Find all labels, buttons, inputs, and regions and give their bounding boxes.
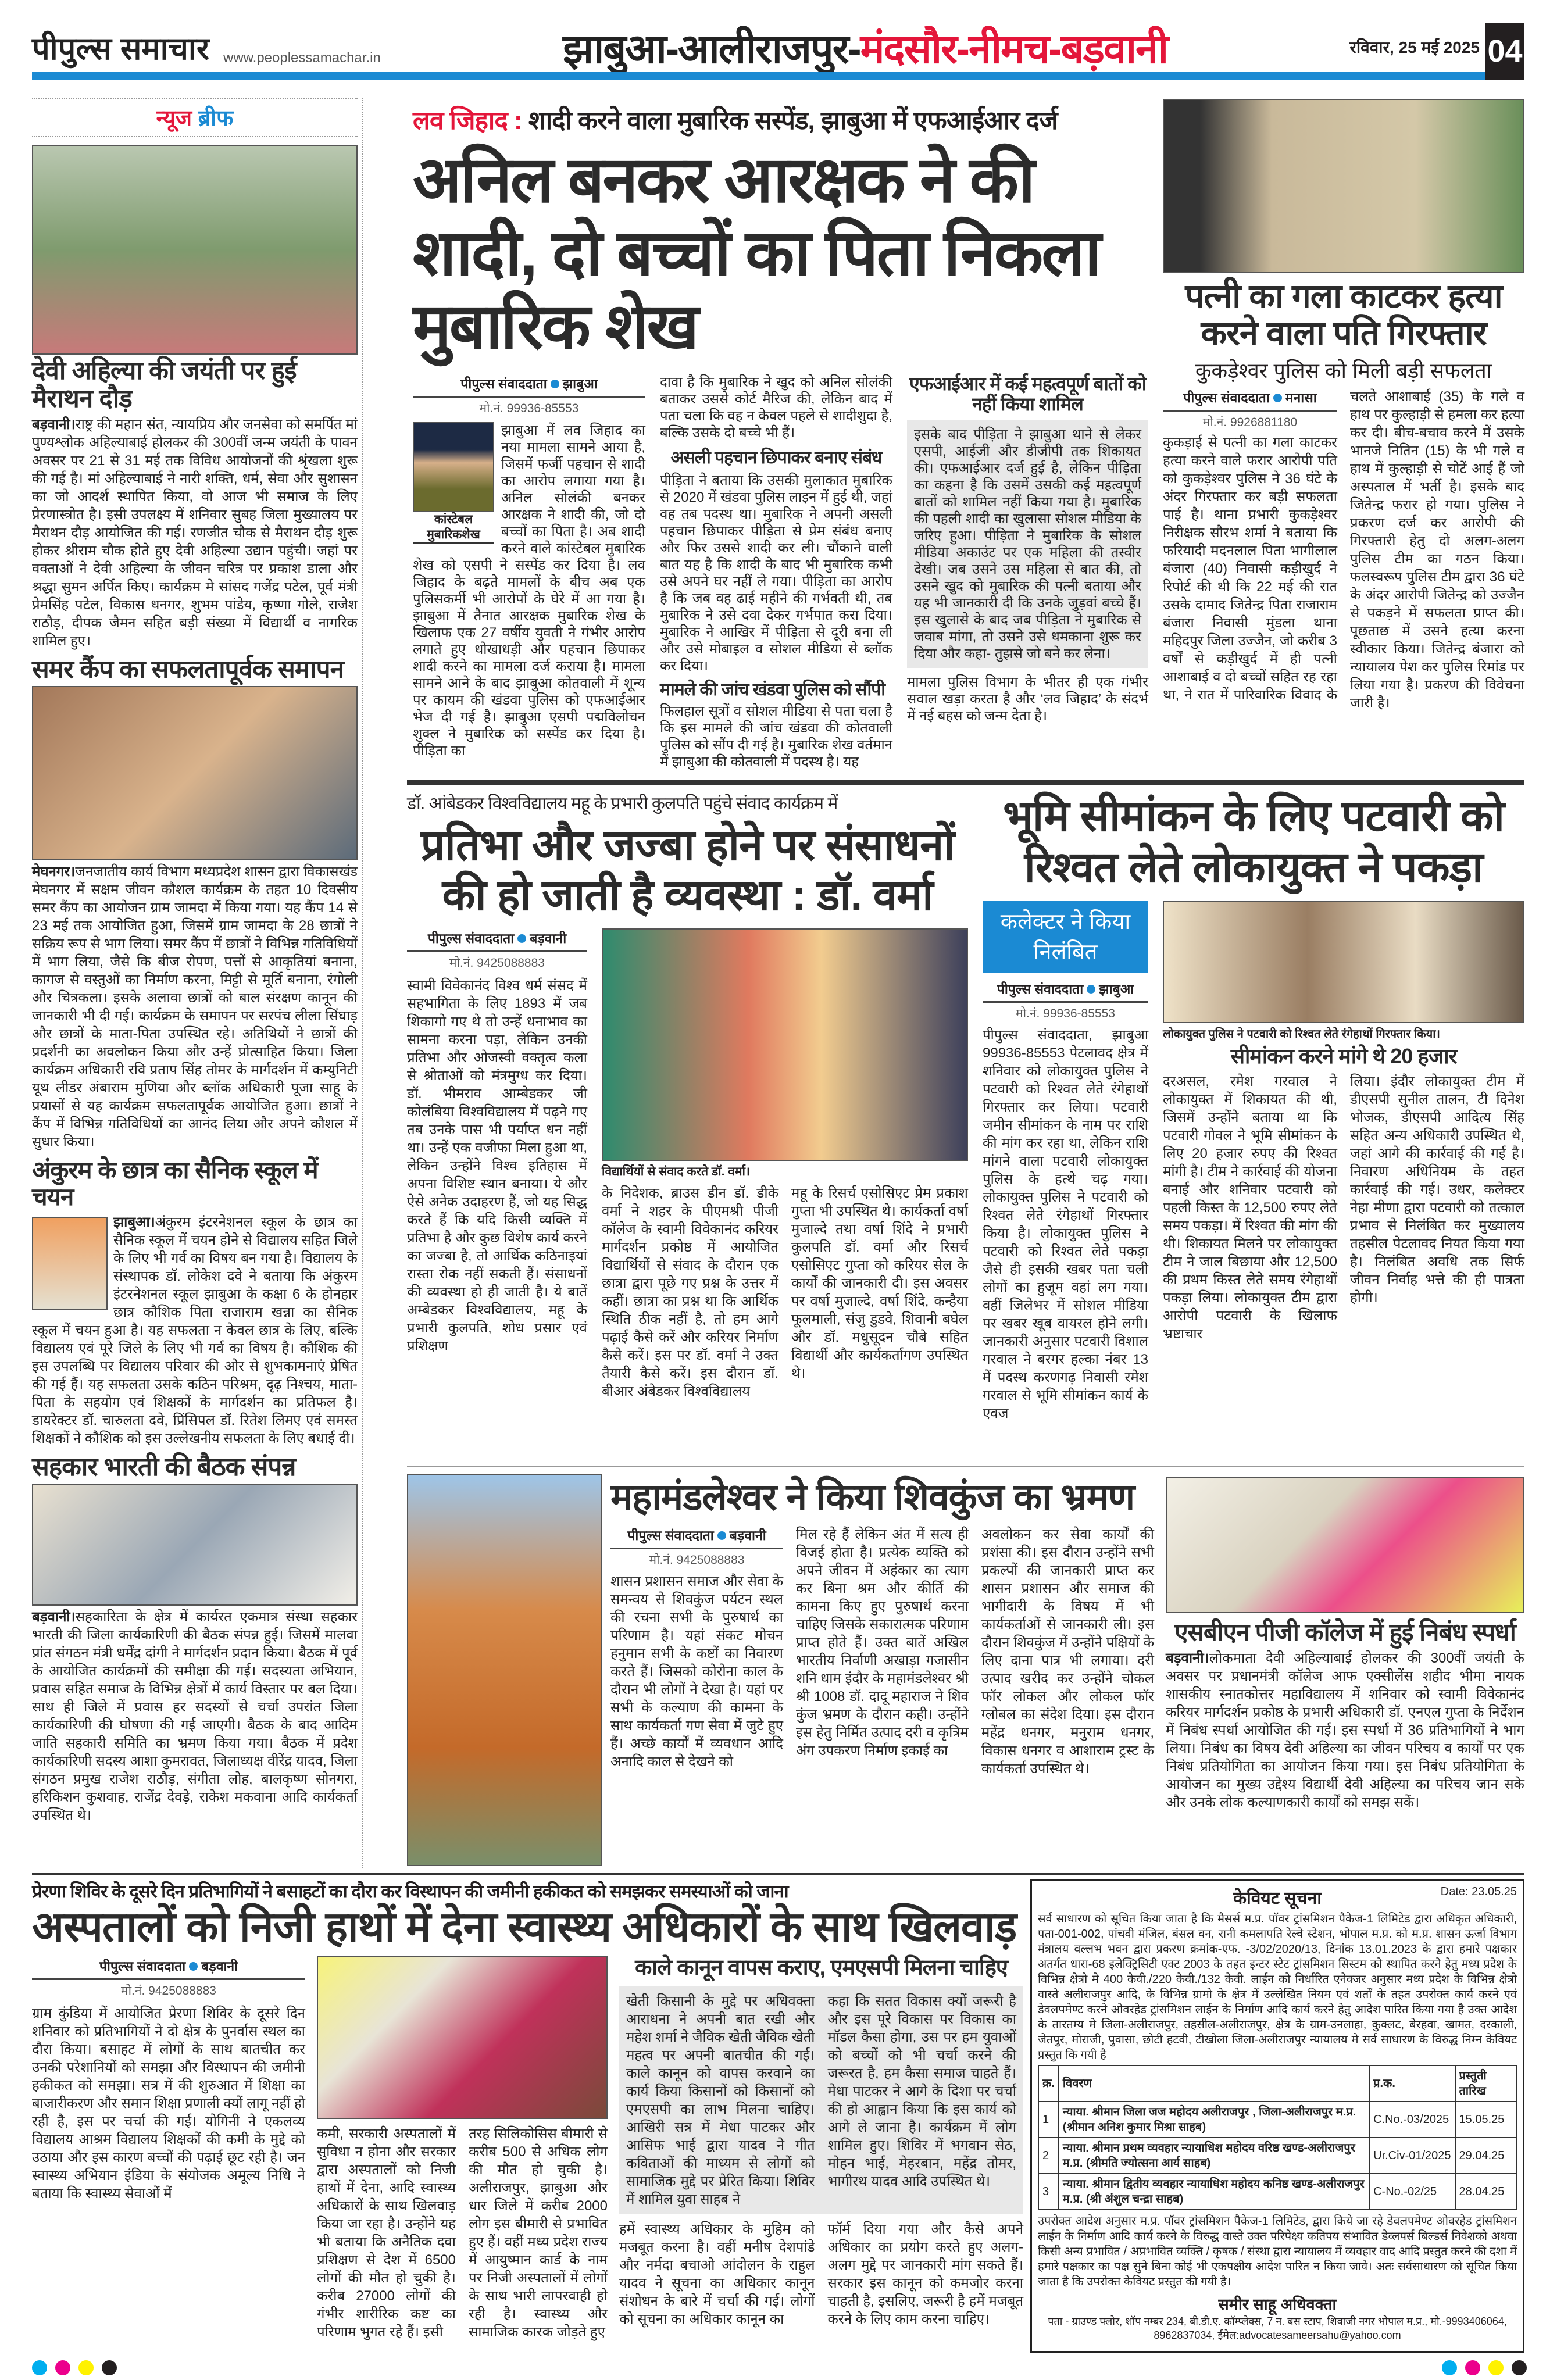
hospital-columns bbox=[32, 1956, 1023, 2341]
vc-photo-block bbox=[602, 928, 968, 1400]
murder-story bbox=[1163, 99, 1524, 776]
byline: पीपुल्स संवाददाता बड़वानी bbox=[407, 928, 587, 952]
bullet-icon bbox=[189, 1962, 198, 1971]
cyan-dot-icon bbox=[1442, 2360, 1457, 2375]
story-body: पीपुल्स संवाददाता, झाबुआ 99936-85553 पेटलावद क्षेत्र में शनिवार को लोकायुक्त पुलिस ने पटवारी को रिश्वत लेते रंगेहाथों गिरफ्तार कर लिया। पटवारी जमीन सीमांकन के नाम पर राशि की मांग कर रहा था, लेकिन राशि मांगने वाला पटवारी लोकायुक्त पुलिस के हत्थे चढ़ गया। लोकायुक्त पुलिस ने पटवारी को रिश्वत लेते रंगेहाथों गिरफ्तार किया है। लोकायुक्त पुलिस ने पटवारी को रिश्वत लेते पकड़ा जैसे ही इसकी खबर पता चली लोगों का हुजूम वहां लग गया। वहीं जिलेभर में सोशल मीडिया पर खबर खूब वायरल होने लगी। जानकारी अनुसार पटवारी विशाल गरवाल ने बरगर हल्का नंबर 13 में पदस्थ करणगढ़ निवासी रमेश गरवाल से भूमि सीमांकन कार्य के एवज bbox=[983, 1027, 1148, 1421]
subhead: एफआईआर में कई महत्वपूर्ण बातों को नहीं किया शामिल bbox=[909, 373, 1147, 415]
story-headline: देवी अहिल्या की जयंती पर हुई मैराथन दौड़ bbox=[32, 356, 297, 413]
caveat-table bbox=[1038, 2065, 1517, 2210]
advocate-address: पता - ग्राउण्ड फ्लोर, शॉप नम्बर 234, बी.डी.ए. कॉम्प्लेक्स, 7 न. बस स्टाप, शिवाजी नगर भोपाल म.प्र., मो.-9993406064, 8962837034, ईमेल:advocatesameersahu@yahoo.com bbox=[1048, 2315, 1507, 2341]
edition-title bbox=[395, 19, 1336, 75]
ankuram-story-body bbox=[32, 1213, 358, 1448]
camp-photo bbox=[317, 1956, 608, 2119]
lokayukta-photo bbox=[1163, 901, 1524, 1023]
byline: पीपुल्स संवाददाता बड़वानी bbox=[610, 1525, 783, 1549]
lead-body: झाबुआ में लव जिहाद का नया मामला सामने आया है, जिसमें फर्जी पहचान से शादी का आरोप लगाया गया है। अनिल सोलंकी बनकर आरक्षक ने शादी की, जो दो बच्चों का पिता है। अब शादी करने वाले कांस्टेबल मुबारिक शेख को एसपी ने सस्पेंड कर दिया है। लव जिहाद के बढ़ते मामलों के बीच अब एक पुलिसकर्मी भी आरोपों के घेरे में आ गया है। झाबुआ में तैनात आरक्षक मुबारिक शेख के खिलाफ एक 27 वर्षीय युवती ने गंभीर आरोप लगाते हुए धोखाधड़ी और पहचान छिपाकर शादी करने का मामला दर्ज कराया है। मामला सामने आने के बाद झाबुआ कोतवाली में शून्य पर कायम की खंडवा पुलिस को एफआईआर भेज दी गई है। झाबुआ एसपी पद्मविलोचन शुक्ल ने मुबारिक को सस्पेंड कर दिया है। पीड़िता का bbox=[413, 423, 645, 759]
shivkunj-story bbox=[610, 1477, 1154, 1867]
story-body: तरह सिलिकोसिस बीमारी से करीब 500 से अधिक लोग की मौत हो चुकी है। अलीराजपुर, झाबुआ और धार जिले में करीब 2000 लोग इस बीमारी से प्रभावित हुए हैं। वहीं मध्य प्रदेश राज्य में आयुष्मान कार्ड के नाम पर निजी अस्पतालों में लोगों के साथ भारी लापरवाही हो रही है। स्वास्थ्य और सामाजिक कारक जोड़ते हुए bbox=[469, 2126, 608, 2340]
cell: Ur.Civ-01/2025 bbox=[1369, 2138, 1455, 2174]
patwari-story bbox=[983, 791, 1524, 1459]
section-divider bbox=[32, 1873, 1524, 1875]
constable-photo-block bbox=[413, 422, 494, 544]
story-body: शासन प्रशासन समाज और सेवा के समन्वय से शिवकुंज पर्यटन स्थल की रचना सभी के पुरुषार्थ का परिणाम है। यहां संकट मोचन हनुमान सभी के कष्टों का निवारण करते हैं। जिसको कोरोना काल के दौरान भी लोगों ने देखा है। यहां पर सभी के कल्याण की कामना के साथ कार्यकर्ता गण सेवा में जुटे हुए हैं। अच्छे कार्यों में व्यवधान आदि अनादि काल से देखने को bbox=[610, 1574, 783, 1770]
magenta-dot-icon bbox=[1465, 2360, 1480, 2375]
col-header: प्रस्तुती तारिख bbox=[1455, 2065, 1516, 2102]
story-body: झाबुआ।अंकुरम इंटरनेशनल स्कूल के छात्र का सैनिक स्कूल में चयन होने से विद्यालय सहित जिले के लिए भी गर्व का विषय बन गया है। विद्यालय के संस्थापक डॉ. लोकेश दवे ने बताया कि अंकुरम इंटरनेशनल स्कूल झाबुआ के कक्षा 6 के होनहार छात्र कौशिक पिता राजाराम खन्ना का सैनिक स्कूल में चयन हुआ है। यह सफलता न केवल छात्र के लिए, बल्कि विद्यालय एवं पूरे जिले के लिए भी गर्व का विषय है। कौशिक की इस उपलब्धि पर विद्यालय परिवार की ओर से शुभकामनाएं प्रेषित की गई हैं। यह सफलता उसके कठिन परिश्रम, दृढ़ निश्चय, माता-पिता के सहयोग एवं शिक्षकों के मार्गदर्शन का प्रतिफल है। डायरेक्टर डॉ. चारुलता दवे, प्रिंसिपल डॉ. रितेश लिमए एवं समस्त शिक्षकों ने कौशिक को इस उल्लेखनीय सफलता के लिए बधाई दी। bbox=[32, 1214, 358, 1446]
story-body: फॉर्म दिया गया और कैसे अपने अधिकार का प्रयोग करते हुए अलग-अलग मुद्दे पर जानकारी मांग सकते हैं। सरकार इस कानून को कमजोर करना चाहती है, इसलिए, जरूरी है हमें मजबूत करने के लिए काम करना चाहिए। bbox=[827, 2221, 1023, 2327]
lead-body: पीड़िता ने बताया कि उसकी मुलाकात मुबारिक से 2020 में खंडवा पुलिस लाइन में हुई थी, जहां वह तब पदस्थ था। मुबारिक ने अपनी असली पहचान छिपाकर पीड़िता से प्रेम संबंध बनाए और फिर उससे शादी कर ली। चौंकाने वाली बात यह है कि शादी के बाद भी मुबारिक कभी उसे अपने घर नहीं ले गया। पीड़िता का आरोप है कि जब वह ढाई महीने की गर्भवती थी, तब मुबारिक ने उसे दवा देकर गर्भपात करा दिया। मुबारिक ने आखिर में पीड़िता से दूरी बना ली और उसे मोबाइल व सोशल मीडिया से ब्लॉक कर दिया। bbox=[660, 473, 892, 674]
cyan-dot-icon bbox=[32, 2360, 47, 2375]
byline: पीपुल्स संवाददाता बड़वानी bbox=[32, 1956, 305, 1980]
caveat-outro: उपरोक्त आदेश अनुसार म.प्र. पॉवर ट्रांसमिशन पैकेज-1 लिमिटेड, द्वारा किये जा रहे डेवलपमेण्ट ओवरहेड ट्रांसमिशन लाईन के निर्माण आदि कार्य करने के विरुद्ध वास्ते उक्त परिपेक्ष्य कतिपय संभावित डेव्लपर्स बिल्डर्स निवेशको अथवा किसी अन्य प्रभावित / अप्रभावित व्यक्ति / कृषक / संस्था द्वारा न्यायालय में व्यवहार वाद आदि प्रस्तुत करने की दशा में हमारे पक्षकार का पक्ष सुने बिना कोई भी एकपक्षीय आदेश पारित न किया जावे। अतः सर्वसाधारण को सूचित किया जाता है कि उपरोक्त केवियट प्रस्तुत की गयी है। bbox=[1038, 2215, 1517, 2288]
cell: न्याया. श्रीमान जिला जज महोदय अलीराजपुर , जिला-अलीराजपुर म.प्र. (श्रीमान अनिश कुमार मिश्रा साहब) bbox=[1059, 2102, 1369, 2138]
masthead-blue-bar bbox=[32, 72, 1485, 80]
kicker-text: शादी करने वाला मुबारिक सस्पेंड, झाबुआ में एफआईआर दर्ज bbox=[528, 106, 1058, 135]
col-header: क्र. bbox=[1038, 2065, 1059, 2102]
story-headline: अंकुरम के छात्र का सैनिक स्कूल में चयन bbox=[32, 1156, 318, 1211]
story-subhead: कुकड़ेश्वर पुलिस को मिली बड़ी सफलता bbox=[1195, 358, 1492, 383]
logo: पीपुल्स समाचार bbox=[32, 31, 209, 66]
reporter-mobile: मो.नं. 99936-85553 bbox=[479, 402, 579, 415]
student-photo bbox=[32, 1217, 108, 1310]
story-body: अवलोकन कर सेवा कार्यों की प्रशंसा की। इस दौरान उन्होंने सभी प्रकल्पों की जानकारी प्राप्त कर शासन प्रशासन और समाज की भागीदारी के विषय में भी कार्यकर्ताओं से जानकारी ली। इस दौरान शिवकुंज में उन्होंने पक्षियों के लिए दाना पात्र भी लगाया। दरी उत्पाद खरीद कर उन्होंने चोकल फॉर लोकल और लोकल फॉर ग्लोबल का संदेश दिया। इस दौरान महेंद्र धनगर, मनुराम धनगर, विकास धनगर व आशाराम ट्रस्ट के कार्यकर्ता उपस्थित थे। bbox=[981, 1527, 1154, 1777]
masthead bbox=[32, 23, 1524, 81]
vc-columns bbox=[407, 928, 968, 1400]
story-body: बड़वानी।राष्ट्र की महान संत, न्यायप्रिय और जनसेवा को समर्पित मां पुण्यश्लोक अहिल्याबाई होलकर की 300वीं जन्म जयंती के पावन अवसर पर 21 से 31 मई तक विविध आयोजनों की श्रृंखला शुरू की गई है। मां अहिल्याबाई ने नारी शक्ति, धर्म, सेवा और सुशासन का जो आदर्श स्थापित किया, वो आज भी समाज के लिए प्रेरणास्त्रोत है। इसी उपलक्ष्य में शनिवार सुबह जिला मुख्यालय पर मैराथन दौड़ आयोजित की गई। रणजीत चौक से मैराथन दौड़ शुरू होकर श्रीराम चौक होते हुए देवी अहिल्या उद्यान पहुंची। जहां पर वक्ताओं ने देवी अहिल्या के जीवन चरित्र पर प्रकाश डाला और श्रद्धा सुमन अर्पित किए। कार्यक्रम मे सांसद गजेंद्र पटेल, पूर्व मंत्री प्रेमसिंह पटेल, विकास धनगर, शुभम पांडेय, कृष्णा गोले, राजेश राठौड़, दीपक जैमन सहित बड़ी संख्या में विद्यार्थी व नागरिक शामिल हुए। bbox=[32, 416, 358, 649]
bullet-icon bbox=[717, 1531, 726, 1540]
hospital-right bbox=[619, 1956, 1023, 2328]
story-headline: महामंडलेश्वर ने किया शिवकुंज का भ्रमण bbox=[610, 1476, 1135, 1518]
patwari-columns bbox=[983, 901, 1524, 1423]
bullet-icon bbox=[551, 380, 559, 388]
highlight-box bbox=[907, 420, 1148, 668]
byline: पीपुल्स संवाददाता मनासा bbox=[1163, 388, 1337, 412]
story-kicker: डॉ. आंबेडकर विश्वविद्यालय महू के प्रभारी कुलपति पहुंचे संवाद कार्यक्रम में bbox=[407, 794, 838, 813]
patwari-photo-block bbox=[1163, 901, 1524, 1343]
photo-caption: कांस्टेबल मुबारिकशेख bbox=[413, 512, 494, 544]
story-headline: प्रतिभा और जज्बा होने पर संसाधनों की हो जाती है व्यवस्था : डॉ. वर्मा bbox=[420, 821, 955, 919]
hanuman-idol-photo bbox=[407, 1474, 602, 1866]
caveat-notice bbox=[1030, 1879, 1524, 2353]
caveat-date: Date: 23.05.25 bbox=[1440, 1885, 1517, 1898]
cell: 15.05.25 bbox=[1455, 2102, 1516, 2138]
vc-story bbox=[407, 791, 968, 1459]
col-header: विवरण bbox=[1059, 2065, 1369, 2102]
story-body: कहा कि सतत विकास क्यों जरूरी है और इस पूरे विकास पर विकास का मॉडल कैसा होगा, उस पर हम युवाओं को बच्चों को भी चर्चा करने की जरूरत है, हम कैसा समाज चाहते हैं। मेधा पाटकर ने आगे के दिशा पर चर्चा की हो आह्वान किया कि इस कार्य को आगे ले जाना है। कार्यक्रम में लोग शामिल हुए। शिविर में भगवान सेठ, मोहन भाई, मेहरबान, महेंद्र तोमर, भागीरथ यादव आदि उपस्थित थे। bbox=[827, 1993, 1016, 2189]
lead-body: दावा है कि मुबारिक ने खुद को अनिल सोलंकी बताकर उससे कोर्ट मैरिज की, लेकिन बाद में पता चला कि वह न केवल पहले से शादीशुदा है, बल्कि उसके दो बच्चे भी हैं। bbox=[660, 374, 892, 441]
table-row bbox=[1038, 2102, 1516, 2138]
vc-photo bbox=[602, 928, 968, 1161]
cell: न्याया. श्रीमान द्वितीय व्यवहार न्यायाधिश महोदय कनिष्ठ खण्ड-अलीराजपुर म.प्र. (श्री अंशुल चन्द्रा साहब) bbox=[1059, 2174, 1369, 2210]
news-brief-column bbox=[32, 98, 363, 1868]
lead-body: इसके बाद पीड़िता ने झाबुआ थाने से लेकर एसपी, आईजी और डीजीपी तक शिकायत की। एफआईआर दर्ज हुई है, लेकिन पीड़िता का कहना है कि उसमें उसकी कई महत्वपूर्ण बातों को शामिल नहीं किया गया है। मुबारिक की पहली शादी का खुलासा सोशल मीडिया के जरिए हुआ। पीड़िता ने मुबारिक के सोशल मीडिया अकाउंट पर एक महिला की तस्वीर देखी। जब उसने उस महिला से बात की, तो उसने खुद को मुबारिक की पत्नी बताया और यह भी जानकारी दी कि उनके जुड़वां बच्चे हैं। इस खुलासे के बाद जब पीड़िता ने मुबारिक से जवाब मांगा, तो उसने उसे धमकाना शुरू कर दिया और कहा- तुझसे जो बने कर लेना। bbox=[914, 427, 1141, 662]
byline: पीपुल्स संवाददाता झाबुआ bbox=[413, 374, 645, 398]
story-body: बड़वानी।लोकमाता देवी अहिल्याबाई होलकर की 300वीं जयंती के अवसर पर प्रधानमंत्री कॉलेज आफ एक्सीलेंस शहीद भीमा नायक शासकीय स्नातकोत्तर महाविद्यालय में शनिवार को स्वामी विवेकानंद करियर मार्गदर्शन प्रकोष्ठ के प्रभारी अधिकारी डॉ. एनएल गुप्ता के निर्देशन में निबंध स्पर्धा आयोजित की गई। इस स्पर्धा में 36 प्रतिभागियों ने भाग लिया। निबंध का विषय देवी अहिल्या का जीवन परिचय व कार्यों पर एक निबंध प्रतियोगिता का आयोजन किया गया। इस निबंध प्रतियोगिता के आयोजन का मुख्य उद्देश्य विद्यार्थी देवी अहिल्या का परिचय जान सके और उनके लोक कल्याणकारी कार्यों को समझ सकें। bbox=[1166, 1650, 1524, 1811]
hospital-story bbox=[32, 1879, 1023, 2353]
cell: 3 bbox=[1038, 2174, 1059, 2210]
cell: C.No.-03/2025 bbox=[1369, 2102, 1455, 2138]
hospital-col-1 bbox=[32, 1956, 305, 2203]
story-columns bbox=[1163, 388, 1524, 712]
caveat-title: केवियट सूचना bbox=[1233, 1889, 1322, 1908]
black-dot-icon bbox=[1512, 2360, 1527, 2375]
classroom-photo bbox=[1166, 1477, 1524, 1613]
summer-camp-photo bbox=[32, 686, 358, 860]
lead-col-2 bbox=[660, 374, 892, 770]
story-body: के निदेशक, ब्राउस डीन डॉ. डीके वर्मा ने शहर के पीएमश्री पीजी कॉलेज के स्वामी विवेकानंद करियर मार्गदर्शन प्रकोष्ठ में आयोजित विद्यार्थियों से संवाद के दौरान एक छात्रा द्वारा पूछे गए प्रश्न के उत्तर में कहीं। छात्रा का प्रश्न था कि आर्थिक स्थिति ठीक नहीं है, तो हम आगे पढ़ाई कैसे करें और करियर निर्माण कैसे करें। इस पर डॉ. वर्मा ने उक्त तैयारी कैसे करें। इस दौरान डॉ. बीआर अंबेडकर विश्वविद्यालय bbox=[602, 1185, 779, 1399]
story-body: खेती किसानी के मुद्दे पर अधिवक्ता आराधना ने अपनी बात रखी और महेश शर्मा ने जैविक खेती जैविक खेती महत्व पर अपनी बातचीत की गई। काले कानून को वापस करवाने का कार्य किया किसानों को किसानों को एमएसपी का लाभ मिलना चाहिए। आखिरी सत्र में मेधा पाटकर और आसिफ भाई द्वारा यादव ने गीत कविताओं की माध्यम से लोगों को सामाजिक मुद्दे पर प्रेरित किया। शिविर में शामिल युवा साहब ने bbox=[626, 1993, 815, 2207]
vc-col-1 bbox=[407, 928, 587, 1355]
byline: पीपुल्स संवाददाता झाबुआ bbox=[983, 979, 1148, 1003]
story-headline: पत्नी का गला काटकर हत्या करने वाला पति गिरफ्तार bbox=[1185, 277, 1502, 352]
col-header: प्र.क. bbox=[1369, 2065, 1455, 2102]
kicker-red: लव जिहाद : bbox=[413, 106, 522, 135]
bullet-icon bbox=[1273, 394, 1282, 402]
story-headline: एसबीएन पीजी कॉलेज में हुई निबंध स्पर्धा bbox=[1174, 1618, 1516, 1646]
table-row bbox=[1038, 2138, 1516, 2174]
cell: 1 bbox=[1038, 2102, 1059, 2138]
section-divider bbox=[407, 1466, 1524, 1467]
lead-columns bbox=[413, 374, 1148, 770]
reporter-mobile: मो.नं. 9425088883 bbox=[649, 1553, 745, 1567]
table-row bbox=[1038, 2174, 1516, 2210]
photo-caption: लोकायुक्त पुलिस ने पटवारी को रिश्वत लेते रंगेहाथों गिरफ्तार किया। bbox=[1163, 1028, 1440, 1041]
story-body: बड़वानी।सहकारिता के क्षेत्र में कार्यरत एकमात्र संस्था सहकार भारती की जिला कार्यकारिणी की बैठक संपन्न हुई। जिसमें मालवा प्रांत संगठन मंत्री धर्मेंद्र दांगी ने मार्गदर्शन प्रदान किया। बैठक में पूर्व के आयोजित कार्यक्रमों की समीक्षा की गई। सदस्यता अभियान, प्रवास सहित समाज के विभिन्न क्षेत्रों में कार्य विस्तार पर बल दिया। साथ ही जिले में प्रवास हर सदस्यों से चर्चा उपरांत जिला कार्यकारिणी की घोषणा की गई जाएगी। बैठक के बाद आदिम जाति सहकारी समिति का भ्रमण किया गया। बैठक में प्रदेश कार्यकारिणी सदस्य आशा कुमरावत, जिलाध्यक्ष वीरेंद्र यादव, जिला संगठन प्रमुख राजेश राठौड़, संगीता लोह, बालकृष्ण सोनगरा, हरिकिशन कुशवाह, राजेंद्र देवड़े, राकेश मकवाना आदि कार्यकर्ता उपस्थित थे। bbox=[32, 1609, 358, 1823]
story-headline: अस्पतालों को निजी हाथों में देना स्वास्थ्य अधिकारों के साथ खिलवाड़ bbox=[32, 1904, 1017, 1950]
story-body: दरअसल, रमेश गरवाल ने लोकायुक्त में शिकायत की थी, जिसमें उन्होंने बताया था कि पटवारी गोवल ने भूमि सीमांकन के लिए 20 हजार रुपए की रिश्वत मांगी है। टीम ने कार्रवाई की योजना बनाई और शनिवार पटवारी को पहली किस्त के 12,500 रुपए लेते समय पकड़ा। में रिश्वत की मांग की थी। शिकायत मिलने पर लोकायुक्त टीम ने जाल बिछाया और 12,500 की प्रथम किस्त लेते समय रंगेहाथों पकड़ा लिया। लोकायुक्त टीम द्वारा आरोपी पटवारी के खिलाफ भ्रष्टाचार bbox=[1163, 1073, 1337, 1342]
story-headline: समर कैंप का सफलतापूर्वक समापन bbox=[32, 655, 344, 684]
brief-label-blue: ब्रीफ bbox=[198, 106, 234, 131]
cell: C-No.-02/25 bbox=[1369, 2174, 1455, 2210]
story-body: कुकड़ाई से पत्नी का गला काटकर हत्या करने वाले फरार आरोपी पति को कुकड़ेश्वर पुलिस ने 36 घंटे के अंदर गिरफ्तार कर बड़ी सफलता पाई है। थाना प्रभारी कुकड़ेश्वर निरीक्षक सौरभ शर्मा ने बताया कि फरियादी मदनलाल पिता भागीलाल बंजारा (40) निवासी कड़ीखुर्द ने रिपोर्ट की थी कि 22 मई की रात उसके दामाद जितेन्द्र पिता राजाराम बंजारा निवासी मुंडला थाना महिदपुर जिला उज्जैन, जो करीब 3 वर्षों से कड़ीखुर्द में ही पत्नी आशाबाई व दो बच्चों सहित रह रहा था, ने रात में पारिवारिक विवाद के चलते आशाबाई (35) के गले व हाथ पर कुल्हाड़ी से हमला कर हत्या कर दी। बीच-बचाव करने में उसके भानजे नितिन (15) के भी गले व हाथ में कुल्हाड़ी से चोटें आई हैं जो अस्पताल में भर्ती है। इसके बाद जितेन्द्र फरार हो गया। पुलिस ने प्रकरण दर्ज कर आरोपी की गिरफ्तारी हेतु दो अलग-अलग पुलिस टीम का गठन किया। फलस्वरूप पुलिस टीम द्वारा 36 घंटे के अंदर आरोपी जितेन्द्र को उज्जैन से पकड़ने में सफलता प्राप्त की। पूछताछ में उसने हत्या करना स्वीकार किया। जितेन्द्र बंजारा को न्यायालय पेश कर पुलिस रिमांड पर लिया गया है। प्रकरण की विवेचना जारी है। bbox=[1163, 388, 1524, 711]
lead-kicker bbox=[413, 102, 1148, 137]
lead-body: मामला पुलिस विभाग के भीतर ही एक गंभीर सवाल खड़ा करता है और ‘लव जिहाद’ के संदर्भ में नई बहस को जन्म देता है। bbox=[907, 674, 1148, 724]
cell: 28.04.25 bbox=[1455, 2174, 1516, 2210]
story-body: मिल रहे हैं लेकिन अंत में सत्य ही विजई होता है। प्रत्येक व्यक्ति को अपने जीवन में अहंकार का त्याग कर बिना श्रम और कीर्ति की कामना किए हुए पुरुषार्थ करना चाहिए जिसके सकारात्मक परिणाम प्राप्त होते हैं। उक्त बातें अखिल भारतीय निर्वाणी अखाड़ा गजासीन शनि धाम इंदौर के महामंडलेश्वर श्री श्री 1008 डॉ. दादू महाराज ने शिव कुंज भ्रमण के दौरान कही। उन्होंने इस हेतु निर्मित उत्पाद दरी व कृत्रिम अंग उपकरण निर्माण इकाई का bbox=[796, 1527, 969, 1759]
registration-marks-right bbox=[1442, 2360, 1527, 2375]
story-body: मेघनगर।जनजातीय कार्य विभाग मध्यप्रदेश शासन द्वारा विकासखंड मेघनगर में सक्षम जीवन कौशल कार्यक्रम के तहत 10 दिवसीय समर कैंप का आयोजन ग्राम जामदा में किया गया। यह कैंप 14 से 23 मई तक आयोजित हुआ, जिसमें ग्राम जामदा के 28 छात्रों ने सक्रिय रूप से भाग लिया। समर कैंप में छात्रों ने विभिन्न गतिविधियों में भाग लिया, जैसे कि बीज रोपण, पत्तों से आकृतियां बनाना, कागज से वस्तुओं का निर्माण करना, मिट्टी से मूर्ति बनाना, रंगोली और चित्रकला। इसके अलावा छात्रों को बाल संरक्षण कानून की जानकारी भी दी गई। कार्यक्रम के समापन पर सरपंच लीला सिंघाड़ और छात्रों के माता-पिता उपस्थित रहे। अतिथियों ने छात्रों की प्रदर्शनी का अवलोकन किया और उन्हें प्रोत्साहित किया। जिला कार्यक्रम अधिकारी रवि प्रताप सिंह तोमर के मार्गदर्शन में कम्युनिटी यूथ लीडर अंबाराम मुणिया और ब्लॉक अधिकारी पूजा साहू के प्रयासों से यह कार्यक्रम सफलतापूर्वक आयोजित हुआ। छात्रों ने कैंप में विभिन्न गतिविधियों का आनंद लिया और अपने कौशल में सुधार किया। bbox=[32, 864, 358, 1150]
lead-body: फिलहाल सूत्रों व सोशल मीडिया से पता चला है कि इस मामले की जांच खंडवा की कोतवाली पुलिस को सौंप दी गई है। मुबारिक शेख वर्तमान में झाबुआ की कोतवाली में पदस्थ है। यह bbox=[660, 703, 892, 770]
advocate-name: समीर साहू अधिवक्ता bbox=[1218, 2296, 1337, 2313]
police-arrest-photo bbox=[1163, 99, 1524, 273]
registration-marks bbox=[32, 2360, 117, 2375]
story-headline: सहकार भारती की बैठक संपन्न bbox=[32, 1452, 296, 1481]
photo-caption: विद्यार्थियों से संवाद करते डॉ. वर्मा। bbox=[602, 1165, 750, 1178]
cell: 29.04.25 bbox=[1455, 2138, 1516, 2174]
story-kicker: प्रेरणा शिविर के दूसरे दिन प्रतिभागियों ने बसाहटों का दौरा कर विस्थापन की जमीनी हकीकत को समझकर समस्याओं को जाना bbox=[32, 1881, 788, 1902]
black-dot-icon bbox=[102, 2360, 117, 2375]
story-body: महू के रिसर्च एसोसिएट प्रेम प्रकाश गुप्ता भी उपस्थित थे। कार्यकर्ता वर्षा मुजाल्दे तथा वर्षा शिंदे ने प्रभारी कुलपति डॉ. वर्मा और रिसर्च एसोसिएट गुप्ता को करियर सेल के कार्यों की जानकारी दी। इस अवसर पर वर्षा मुजाल्दे, वर्षा शिंदे, कन्हैया फूलमाली, संजु डुडवे, शिवानी बघेल और डॉ. मधुसूदन चौबे सहित विद्यार्थी और कार्यकर्तागण उपस्थित थे। bbox=[791, 1185, 968, 1381]
constable-photo bbox=[413, 422, 494, 512]
shivkunj-columns bbox=[610, 1525, 1154, 1778]
hospital-right-cols bbox=[619, 2220, 1023, 2328]
caveat-header bbox=[1038, 1885, 1517, 1909]
brief-label-red: न्यूज bbox=[156, 106, 192, 131]
cell: न्याया. श्रीमान प्रथम व्यवहार न्यायाधिश महोदय वरिष्ठ खण्ड-अलीराजपुर म.प्र. (श्रीमति ज्योत्सना आर्य साहब) bbox=[1059, 2138, 1369, 2174]
issue-date: रविवार, 25 मई 2025 bbox=[1349, 38, 1480, 56]
reporter-mobile: मो.नं. 9926881180 bbox=[1202, 415, 1298, 429]
hospital-col-2 bbox=[317, 1956, 608, 2341]
lead-story bbox=[413, 102, 1148, 776]
collector-suspended-box: कलेक्टर ने किया निलंबित bbox=[983, 901, 1148, 973]
masthead-row bbox=[32, 23, 1480, 71]
story-body: हमें स्वास्थ्य अधिकार के मुहिम को मजबूत करना है। वहीं मनीष देशपांडे और नर्मदा बचाओ आंदोलन के राहुल यादव ने सूचना का अधिकार कानून संशोधन के बारे में चर्चा की गई। लोगों को सूचना का अधिकार कानून का bbox=[619, 2221, 815, 2327]
highlight-box bbox=[619, 1986, 1023, 2214]
story-body: लिया। इंदौर लोकायुक्त टीम में डीएसपी सुनील तालन, टी दिनेश भोजक, डीएसपी आदित्य सिंह सहित अन्य अधिकारी उपस्थित थे, जहां आगे की कार्रवाई की गई है। निवारण अधिनियम के तहत कार्रवाई की गई। उधर, कलेक्टर नेहा मीणा द्वारा पटवारी को तत्काल प्रभाव से निलंबित कर मुख्यालय तहसील पेटलावद नियत किया गया है। निलंबित अवधि तक सिर्फ जीवन निर्वाह भत्ते की ही पात्रता होगी। bbox=[1350, 1073, 1524, 1306]
bullet-icon bbox=[517, 934, 526, 943]
lead-col-1 bbox=[413, 374, 645, 759]
lead-headline: अनिल बनकर आरक्षक ने की शादी, दो बच्चों का पिता निकला मुबारिक शेख bbox=[413, 144, 1100, 362]
edition-title-black: झाबुआ-आलीराजपुर- bbox=[563, 26, 860, 72]
reporter-mobile: मो.नं. 9425088883 bbox=[121, 1984, 216, 1998]
reporter-mobile: मो.नं. 99936-85553 bbox=[1016, 1007, 1115, 1020]
hospital-cols-mid bbox=[317, 2125, 608, 2341]
subhead: सीमांकन करने मांगे थे 20 हजार bbox=[1230, 1044, 1457, 1068]
meeting-photo bbox=[32, 1484, 358, 1606]
yellow-dot-icon bbox=[78, 2360, 94, 2375]
bullet-icon bbox=[1087, 985, 1095, 994]
caveat-intro: सर्व साधारण को सूचित किया जाता है कि मैसर्स म.प्र. पॉवर ट्रांसमिशन पैकेज-1 लिमिटेड द्वारा अधिकृत अधिकारी, पता-001-002, पांचवी मंजिल, बंसल वन, रानी कमलापति रेल्वे स्टेशन, भोपाल म.प्र. को म.प्र. शासन ऊर्जा विभाग मंत्रालय वल्लभ भवन द्वारा प्रकरण क्रमांक-एफ. -3/02/2020/13, दिनांक 13.01.2023 के द्वारा हमारे पक्षकार अतर्गत धारा-68 इलेक्ट्रिसिटी एक्ट 2003 के तहत इन्टर स्टेट ट्रांसमिशन सिस्टम को स्थापित करने हेतु मध्य प्रदेश के विभिन्न क्षेत्रो मे 400 केवी./220 केवी./132 केवी. लाईन को निर्धारित एनेक्जर अनुसार मध्य प्रदेश के विभिन्न क्षेत्रो वास्ते अलीराजपुर आदि, के विभिन्न ग्रामो के क्षेत्र में उल्लेखित नियम एवं शर्तों के तहत उपरोक्त कार्य करने एवं डेवलपमेण्ट करने ओवरहेड ट्रांसमिशन लाईन के निर्माण आदि कार्य करने हेतु आदेश पारित किया गया है उक्त आदेश के तारतम्य मे जिला-अलीराजपुर, तहसील-अलीराजपुर, क्षेत्र के ग्राम-उनलाहा, कुक्लट, बेरहवा, खामत, दरकाली, जेतपुर, मोराजी, पुवासा, छोटी हटवी, टीखोला जिला-अलीराजपुर न्यायालय मे सर्व साधारण के विरुद्ध निम्न केवियट प्रस्तुत कि गयी है bbox=[1038, 1913, 1517, 2061]
website-url: www.peoplessamachar.in bbox=[223, 50, 381, 66]
subhead: असली पहचान छिपाकर बनाए संबंध bbox=[670, 448, 882, 467]
magenta-dot-icon bbox=[55, 2360, 70, 2375]
story-body: ग्राम कुंडिया में आयोजित प्रेरणा शिविर के दूसरे दिन शनिवार को प्रतिभागियों ने दो क्षेत्र के पुनर्वास स्थल का दौरा किया। बसाहट में लोगों के साथ बातचीत कर उनकी परेशानियों को समझा और विस्थापन की जमीनी हकीकत को समझा। सत्र में की शुरुआत में शिक्षा का बाजारीकरण और समान शिक्षा प्रणाली क्यों लागू नहीं हो रही है, इस पर चर्चा की गई। योगिनी ने एकलव्य विद्यालय आश्रम विद्यालय शिक्षकों की कमी के मुद्दे को उठाया और इस कारण बच्चों की पढ़ाई छूट रही है। जन स्वास्थ्य अभियान इंडिया के संयोजक अमूल्य निधि ने बताया कि स्वास्थ्य सेवाओं में bbox=[32, 2006, 305, 2202]
subhead: मामले की जांच खंडवा पुलिस को सौंपी bbox=[660, 680, 885, 699]
yellow-dot-icon bbox=[1488, 2360, 1504, 2375]
essay-story bbox=[1166, 1477, 1524, 1867]
lead-col-3 bbox=[907, 374, 1148, 724]
patwari-col-1 bbox=[983, 901, 1148, 1423]
section-divider bbox=[407, 780, 1524, 785]
cell: 2 bbox=[1038, 2138, 1059, 2174]
story-body: कमी, सरकारी अस्पतालों में सुविधा न होना और सरकार द्वारा अस्पतालों को निजी हाथों में देना, आदि स्वास्थ्य अधिकारों के साथ खिलवाड़ किया जा रहा है। उन्होंने यह भी बताया कि अनैतिक दवा प्रशिक्षण से देश में 6500 लोगों की मौत हो चुकी है। करीब 27000 लोगों की गंभीर शारीरिक कष्ट का परिणाम भुगत रहे हैं। इसी bbox=[317, 2126, 456, 2340]
story-headline: भूमि सीमांकन के लिए पटवारी को रिश्वत लेते लोकायुक्त ने पकड़ा bbox=[1003, 792, 1504, 891]
marathon-photo bbox=[32, 145, 358, 355]
reporter-mobile: मो.नं. 9425088883 bbox=[449, 956, 545, 970]
news-brief-header bbox=[32, 98, 358, 137]
edition-title-red: मंदसौर-नीमच-बड़वानी bbox=[860, 26, 1168, 72]
page-number: 04 bbox=[1485, 23, 1524, 80]
subhead: काले कानून वापस कराए, एमएसपी मिलना चाहिए bbox=[635, 1956, 1008, 1981]
story-body: स्वामी विवेकानंद विश्व धर्म संसद में सहभागिता के लिए 1893 में जब शिकागो गए थे तो उन्हें धनाभाव का सामना करना पड़ा, लेकिन उनकी प्रतिभा और ओजस्वी वक्तृत्व कला से श्रोताओं को मंत्रमुग्ध कर दिया। डॉ. भीमराव आम्बेडकर जी कोलंबिया विश्वविद्यालय में पढ़ने गए तब उनके पास भी पर्याप्त धन नहीं था। उन्हें एक वजीफा मिला हुआ था, लेकिन उन्होंने विश्व इतिहास में अपना विशिष्ट स्थान बनाया। ये और ऐसे अनेक उदाहरण हैं, जो यह सिद्ध करते हैं कि यदि किसी व्यक्ति में प्रतिभा है और कुछ विशेष कार्य करने का जज्बा है, तो आर्थिक कठिनाइयां रास्ता रोक नहीं सकती हैं। संसाधनों की व्यवस्था हो ही जाती है। ये बातें अम्बेडकर विश्वविद्यालय, महू के प्रभारी कुलपति, शोध प्रसार एवं प्रशिक्षण bbox=[407, 978, 587, 1354]
